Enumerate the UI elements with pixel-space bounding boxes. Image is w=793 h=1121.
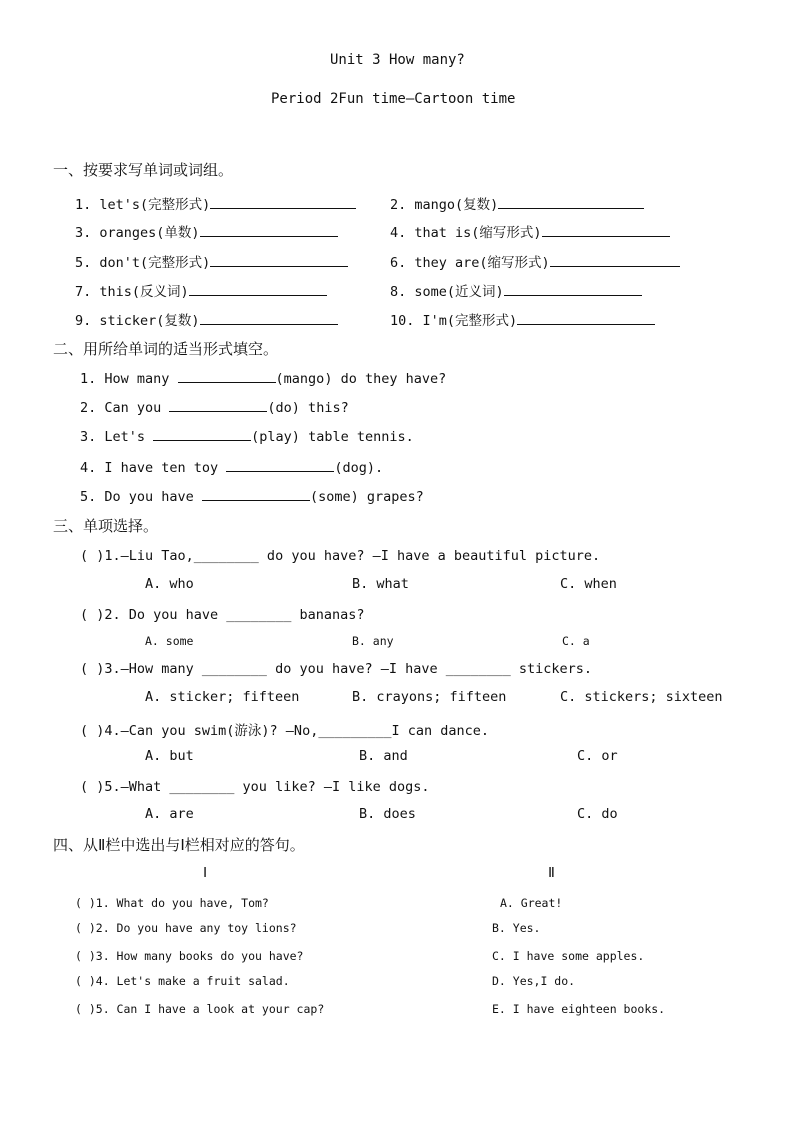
- answer-blank[interactable]: [200, 224, 338, 237]
- match-left-item: ( )2. Do you have any toy lions?: [75, 921, 297, 935]
- mc-option[interactable]: C. or: [577, 748, 618, 764]
- section-3-heading: 三、单项选择。: [53, 517, 159, 535]
- answer-blank[interactable]: [550, 254, 680, 267]
- match-left-item: ( )4. Let's make a fruit salad.: [75, 974, 290, 988]
- part2-item: 5. Do you have (some) grapes?: [80, 489, 424, 505]
- match-right-item: C. I have some apples.: [492, 949, 645, 963]
- part1-item: 10. I'm(完整形式): [390, 309, 655, 329]
- part2-item: 4. I have ten toy (dog).: [80, 460, 384, 476]
- answer-blank[interactable]: [169, 399, 267, 412]
- part1-item: 9. sticker(复数): [75, 309, 338, 329]
- match-right-item: D. Yes,I do.: [492, 974, 576, 988]
- answer-blank[interactable]: [210, 196, 356, 209]
- part1-item: 8. some(近义词): [390, 280, 642, 300]
- part1-item: 5. don't(完整形式): [75, 251, 348, 271]
- page-title: Unit 3 How many?: [330, 52, 465, 68]
- part1-item: 2. mango(复数): [390, 193, 644, 213]
- answer-blank[interactable]: [542, 224, 670, 237]
- mc-option[interactable]: C. a: [562, 634, 590, 648]
- mc-option[interactable]: A. some: [145, 634, 194, 648]
- answer-blank[interactable]: [178, 370, 276, 383]
- mc-question: ( )2. Do you have ________ bananas?: [80, 607, 365, 623]
- answer-blank[interactable]: [210, 254, 348, 267]
- part2-item: 2. Can you (do) this?: [80, 400, 349, 416]
- part1-item: 3. oranges(单数): [75, 221, 338, 241]
- column-header-I: Ⅰ: [203, 865, 208, 881]
- part1-item: 7. this(反义词): [75, 280, 327, 300]
- part2-item: 3. Let's (play) table tennis.: [80, 429, 414, 445]
- mc-option[interactable]: B. crayons; fifteen: [352, 689, 507, 705]
- section-4-heading: 四、从Ⅱ栏中选出与Ⅰ栏相对应的答句。: [53, 836, 305, 854]
- answer-blank[interactable]: [189, 283, 327, 296]
- part1-item: 6. they are(缩写形式): [390, 251, 680, 271]
- match-right-item: A. Great!: [500, 896, 563, 910]
- mc-option[interactable]: A. who: [145, 576, 194, 592]
- answer-blank[interactable]: [498, 196, 644, 209]
- match-right-item: E. I have eighteen books.: [492, 1002, 666, 1016]
- match-left-item: ( )1. What do you have, Tom?: [75, 896, 269, 910]
- mc-option[interactable]: C. stickers; sixteen: [560, 689, 723, 705]
- mc-option[interactable]: C. when: [560, 576, 617, 592]
- part1-item: 1. let's(完整形式): [75, 193, 356, 213]
- part1-item: 4. that is(缩写形式): [390, 221, 670, 241]
- mc-question: ( )4.—Can you swim(游泳)? —No,_________I can dance.: [80, 723, 490, 739]
- answer-blank[interactable]: [504, 283, 642, 296]
- mc-option[interactable]: B. any: [352, 634, 394, 648]
- part2-item: 1. How many (mango) do they have?: [80, 371, 447, 387]
- answer-blank[interactable]: [200, 312, 338, 325]
- answer-blank[interactable]: [153, 428, 251, 441]
- mc-option[interactable]: B. and: [359, 748, 408, 764]
- match-left-item: ( )5. Can I have a look at your cap?: [75, 1002, 325, 1016]
- mc-option[interactable]: A. sticker; fifteen: [145, 689, 300, 705]
- mc-option[interactable]: A. but: [145, 748, 194, 764]
- mc-option[interactable]: B. does: [359, 806, 416, 822]
- mc-question: ( )3.—How many ________ do you have? —I have ________ stickers.: [80, 661, 593, 677]
- answer-blank[interactable]: [517, 312, 655, 325]
- match-left-item: ( )3. How many books do you have?: [75, 949, 304, 963]
- mc-question: ( )1.—Liu Tao,________ do you have? —I have a beautiful picture.: [80, 548, 601, 564]
- mc-option[interactable]: B. what: [352, 576, 409, 592]
- mc-option[interactable]: A. are: [145, 806, 194, 822]
- column-header-II: Ⅱ: [548, 865, 555, 881]
- mc-option[interactable]: C. do: [577, 806, 618, 822]
- answer-blank[interactable]: [226, 459, 334, 472]
- section-2-heading: 二、用所给单词的适当形式填空。: [53, 340, 279, 358]
- section-1-heading: 一、按要求写单词或词组。: [53, 161, 234, 179]
- mc-question: ( )5.—What ________ you like? —I like dogs.: [80, 779, 430, 795]
- page-subtitle: Period 2Fun time—Cartoon time: [271, 91, 516, 107]
- match-right-item: B. Yes.: [492, 921, 541, 935]
- answer-blank[interactable]: [202, 488, 310, 501]
